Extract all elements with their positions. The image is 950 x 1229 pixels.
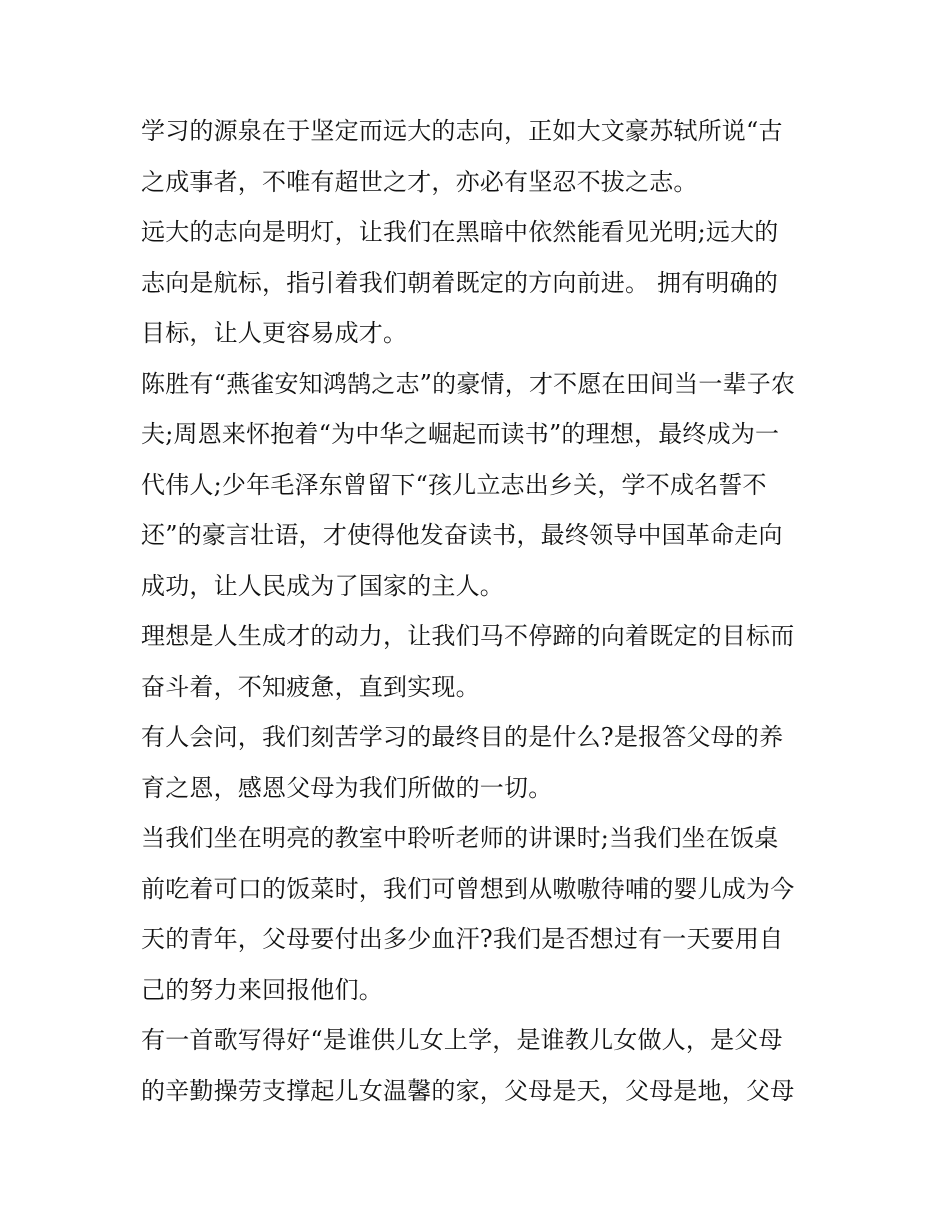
text-line-3: 远大的志向是明灯，让我们在黑暗中依然能看见光明;远大的 [141, 218, 779, 246]
text-line-15: 当我们坐在明亮的教室中聆听老师的讲课时;当我们坐在饭桌 [141, 824, 779, 852]
text-line-11: 理想是人生成才的动力，让我们马不停蹄的向着既定的目标而 [141, 622, 795, 650]
text-line-8: 代伟人;少年毛泽东曾留下“孩儿立志出乡关，学不成名誓不 [141, 470, 767, 499]
text-line-20: 的辛勤操劳支撑起儿女温馨的家，父母是天，父母是地，父母 [141, 1076, 795, 1105]
text-line-19: 有一首歌写得好“是谁供儿女上学，是谁教儿女做人，是父母 [141, 1026, 783, 1054]
text-line-14: 育之恩，感恩父母为我们所做的一切。 [141, 773, 553, 802]
text-line-7: 夫;周恩来怀抱着“为中华之崛起而读书”的理想，最终成为一 [141, 420, 780, 448]
text-line-10: 成功，让人民成为了国家的主人。 [141, 571, 504, 600]
text-line-6: 陈胜有“燕雀安知鸿鹄之志”的豪情，才不愿在田间当一辈子农 [141, 369, 796, 398]
text-line-18: 己的努力来回报他们。 [141, 975, 383, 1004]
text-line-2: 之成事者，不唯有超世之才，亦必有坚忍不拔之志。 [141, 167, 698, 196]
text-line-12: 奋斗着，不知疲惫，直到实现。 [141, 672, 480, 701]
document-body [141, 106, 821, 1116]
text-line-5: 目标，让人更容易成才。 [141, 319, 408, 347]
text-line-16: 前吃着可口的饭菜时，我们可曾想到从嗷嗷待哺的婴儿成为今 [141, 874, 795, 903]
text-line-17: 天的青年，父母要付出多少血汗?我们是否想过有一天要用自 [141, 925, 784, 953]
text-line-4: 志向是航标，指引着我们朝着既定的方向前进。 拥有明确的 [141, 268, 779, 297]
text-line-1: 学习的源泉在于坚定而远大的志向，正如大文豪苏轼所说“古 [141, 117, 783, 145]
text-line-9: 还”的豪言壮语，才使得他发奋读书，最终领导中国革命走向 [141, 521, 783, 549]
text-line-13: 有人会问，我们刻苦学习的最终目的是什么?是报答父母的养 [141, 723, 784, 751]
